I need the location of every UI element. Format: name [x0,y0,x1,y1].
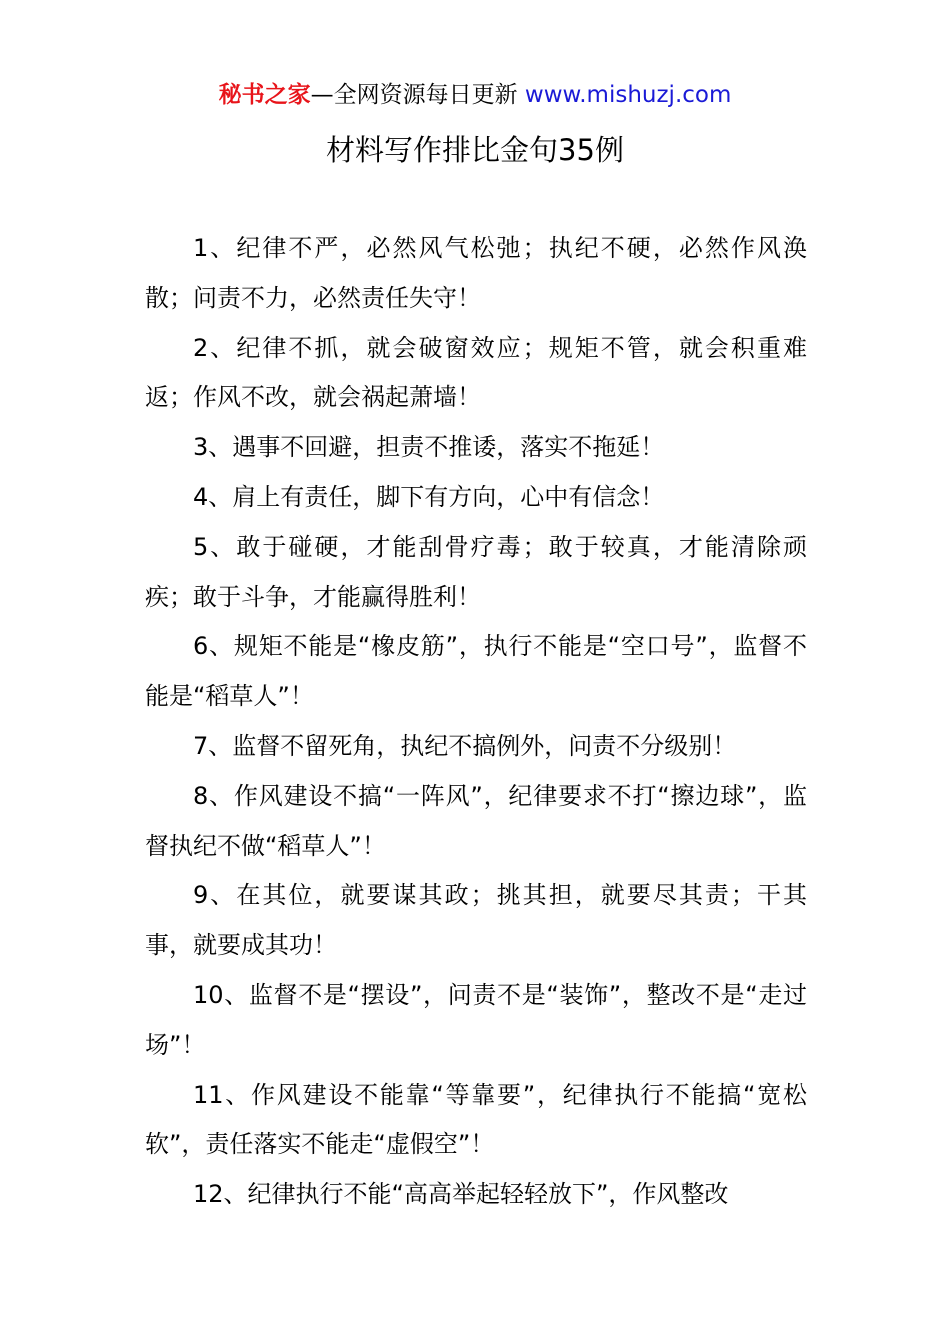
paragraph-3: 3、遇事不回避，担责不推诿，落实不拖延！ [193,433,665,462]
paragraph-1: 1、纪律不严，必然风气松弛；执纪不硬，必然作风涣散；问责不力，必然责任失守！ [145,234,807,312]
header-tagline: —全网资源每日更新 [310,82,525,108]
paragraph-2: 2、纪律不抓，就会破窗效应；规矩不管，就会积重难返；作风不改，就会祸起萧墙！ [145,333,807,412]
paragraph-11: 11、作风建设不能靠“等靠要”，纪律执行不能搞“宽松软”，责任落实不能走“虚假空”！ [145,1080,807,1159]
paragraph-12: 12、纪律执行不能“高高举起轻轻放下”，作风整改 [193,1180,729,1209]
document-title: 材料写作排比金句35例 [326,133,624,167]
brand-name: 秘书之家 [218,82,311,108]
paragraph-8: 8、作风建设不搞“一阵风”，纪律要求不打“擦边球”，监督执纪不做“稻草人”！ [145,781,807,860]
document-body [145,224,807,1220]
site-header [0,80,950,110]
paragraph-7: 7、监督不留死角，执纪不搞例外，问责不分级别！ [193,731,737,760]
paragraph-10: 10、监督不是“摆设”，问责不是“装饰”，整改不是“走过场”！ [145,980,807,1059]
paragraph-4: 4、肩上有责任，脚下有方向，心中有信念！ [193,482,665,511]
paragraph-5: 5、敢于碰硬，才能刮骨疗毒；敢于较真，才能清除顽疾；敢于斗争，才能赢得胜利！ [145,532,807,611]
paragraph-9: 9、在其位，就要谋其政；挑其担，就要尽其责；干其事，就要成其功！ [145,881,807,960]
site-url[interactable]: www.mishuzj.com [524,82,732,108]
paragraph-6: 6、规矩不能是“橡皮筋”，执行不能是“空口号”，监督不能是“稻草人”！ [145,632,807,711]
